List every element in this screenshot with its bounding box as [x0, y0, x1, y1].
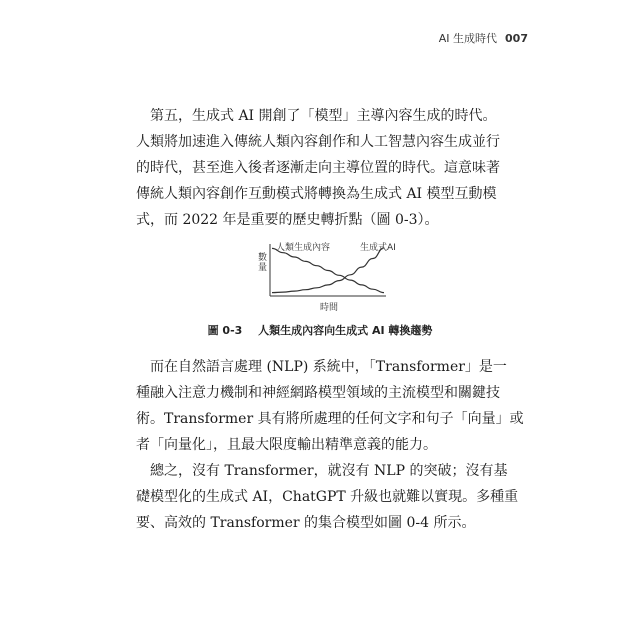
- figure-caption: [0, 322, 640, 338]
- figure-0-3: [250, 238, 410, 314]
- x-axis-label: 時間: [320, 303, 339, 313]
- page-number: 007: [505, 32, 528, 45]
- y-axis-label: 數量: [258, 253, 268, 273]
- text-line: 式，而 2022 年是重要的歷史轉折點（圖 0-3）。: [136, 212, 439, 228]
- text-line: 種融入注意力機制和神經網路模型領域的主流模型和關鍵技: [136, 385, 500, 401]
- text-line: 總之，沒有 Transformer，就沒有 NLP 的突破；沒有基: [136, 463, 508, 479]
- paragraph-1: [136, 103, 506, 233]
- caption-text: 人類生成內容向生成式 AI 轉換趨勢: [258, 324, 433, 337]
- paragraph-3: [136, 458, 519, 536]
- text-line: 傳統人類內容創作互動模式將轉換為生成式 AI 模型互動模: [136, 186, 497, 202]
- text-line: 術。Transformer 具有將所處理的任何文字和句子「向量」或: [136, 411, 524, 427]
- series-line-human-content: [272, 248, 384, 292]
- caption-number: 圖 0-3: [207, 324, 243, 337]
- trend-chart: [250, 238, 410, 314]
- section-title: AI 生成時代: [438, 32, 498, 45]
- text-line: 人類將加速進入傳統人類內容創作和人工智慧內容生成並行: [136, 134, 500, 150]
- series-label-human-content: 人類生成內容: [276, 243, 331, 253]
- running-header: [439, 30, 528, 46]
- text-line: 者「向量化」，且最大限度輸出精準意義的能力。: [136, 437, 437, 453]
- text-line: 第五，生成式 AI 開創了「模型」主導內容生成的時代。: [136, 108, 497, 124]
- text-line: 礎模型化的生成式 AI，ChatGPT 升級也就難以實現。多種重: [136, 489, 519, 505]
- text-line: 要、高效的 Transformer 的集合模型如圖 0-4 所示。: [136, 515, 476, 531]
- paragraph-2: [136, 354, 524, 458]
- text-line: 的時代，甚至進入後者逐漸走向主導位置的時代。這意味著: [136, 160, 500, 176]
- series-label-generative-ai: 生成式AI: [360, 243, 396, 253]
- text-line: 而在自然語言處理 (NLP) 系統中，「Transformer」是一: [136, 359, 507, 375]
